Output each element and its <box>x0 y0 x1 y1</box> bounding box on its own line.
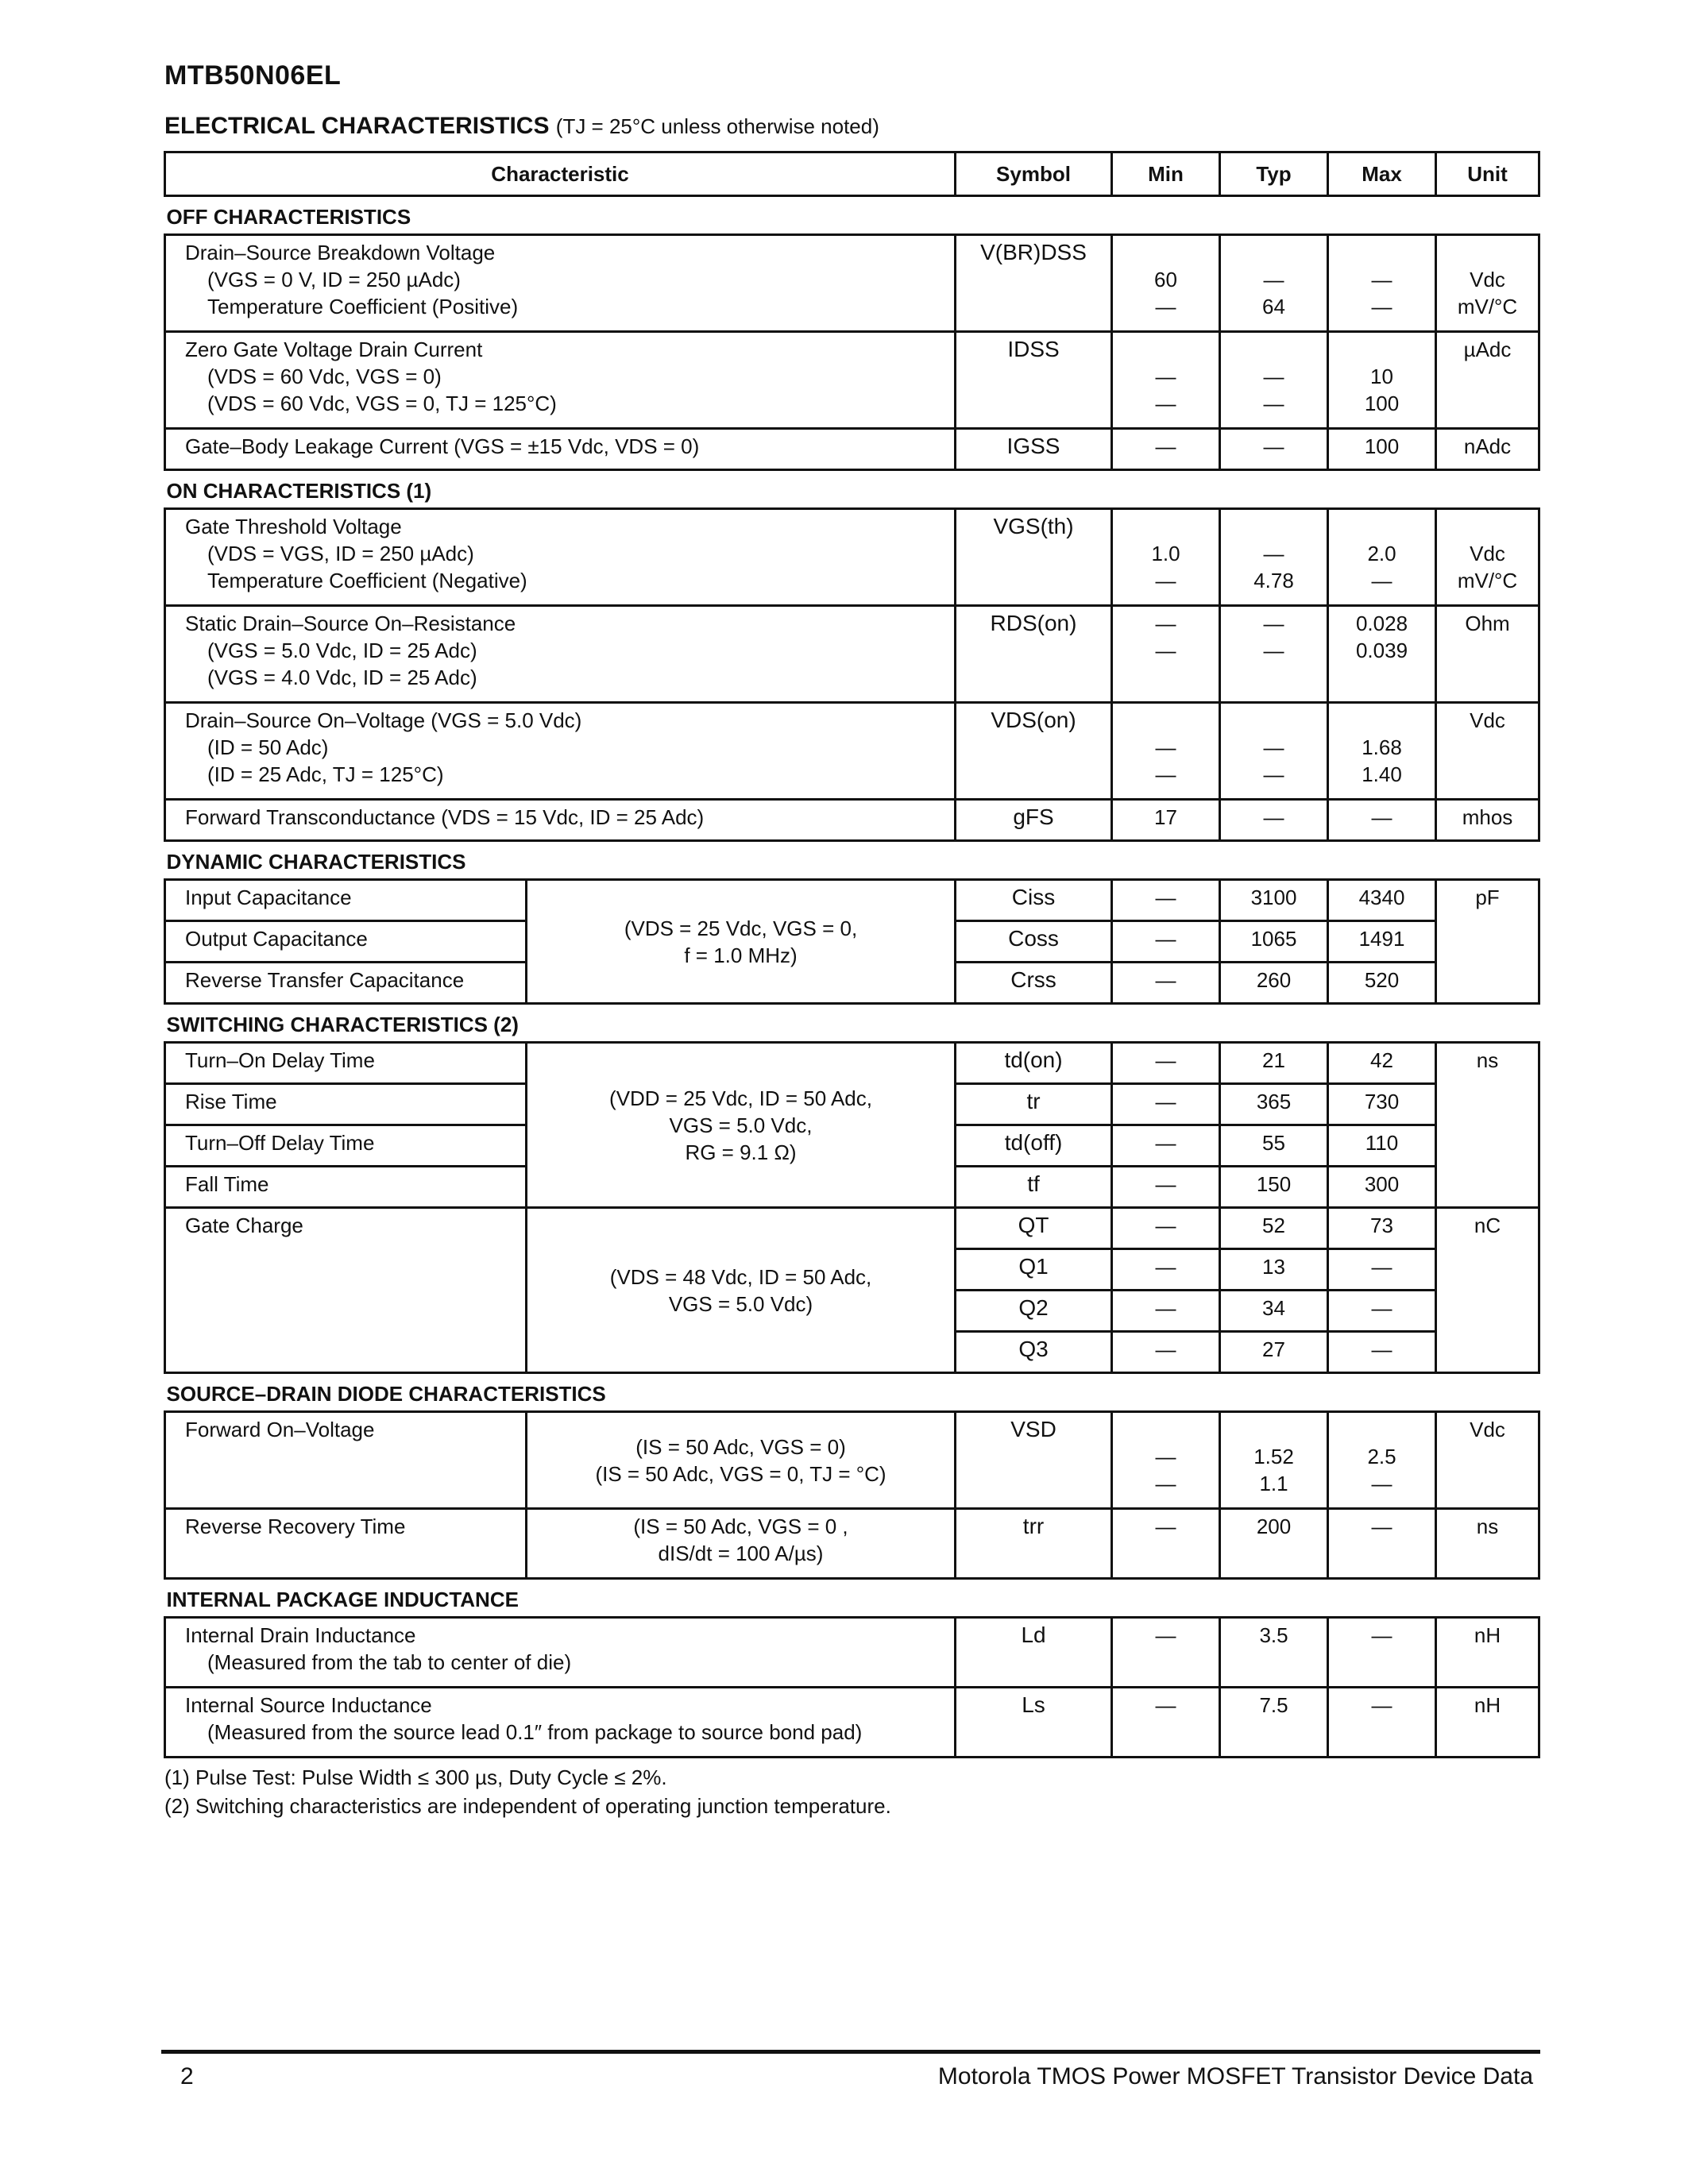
typ-value: 55 <box>1220 1125 1328 1167</box>
symbol: IDSS <box>956 332 1112 429</box>
max-value: 520 <box>1328 963 1436 1004</box>
char-name: Reverse Transfer Capacitance <box>165 963 527 1004</box>
typ-value: 3100 <box>1220 880 1328 921</box>
typ-value: — — <box>1220 606 1328 703</box>
symbol: VDS(on) <box>956 703 1112 800</box>
typ-value: — 4.78 <box>1220 509 1328 606</box>
unit-value: Ohm <box>1436 606 1539 703</box>
char-name: Forward Transconductance (VDS = 15 Vdc, ID = 25 Adc) <box>165 800 956 841</box>
typ-value: — — <box>1220 332 1328 429</box>
max-value: 4340 <box>1328 880 1436 921</box>
min-value: — — <box>1112 332 1220 429</box>
min-value: — — <box>1112 1412 1220 1509</box>
typ-value: 1065 <box>1220 921 1328 963</box>
symbol: VSD <box>956 1412 1112 1509</box>
unit-value: Vdc <box>1436 1412 1539 1509</box>
table-row <box>165 800 1539 841</box>
min-value: — <box>1112 1208 1220 1249</box>
part-number: MTB50N06EL <box>164 60 342 91</box>
typ-value: 13 <box>1220 1249 1328 1291</box>
max-value: 730 <box>1328 1084 1436 1125</box>
min-value: — <box>1112 880 1220 921</box>
char-name: Forward On–Voltage <box>165 1412 527 1509</box>
symbol: QT <box>956 1208 1112 1249</box>
max-value: — <box>1328 800 1436 841</box>
typ-value: 1.52 1.1 <box>1220 1412 1328 1509</box>
unit-value: nH <box>1436 1618 1539 1688</box>
section-inductance: INTERNAL PACKAGE INDUCTANCE <box>166 1588 519 1611</box>
typ-value: 365 <box>1220 1084 1328 1125</box>
unit-value: Vdc <box>1436 703 1539 800</box>
max-value: 42 <box>1328 1043 1436 1084</box>
min-value: — <box>1112 921 1220 963</box>
char-name: Static Drain–Source On–Resistance <box>185 612 516 635</box>
table-row <box>165 332 1539 429</box>
char-name: Zero Gate Voltage Drain Current <box>185 338 483 361</box>
section-dynamic: DYNAMIC CHARACTERISTICS <box>166 850 466 874</box>
char-condition: (VDS = 60 Vdc, VGS = 0) <box>207 365 442 388</box>
symbol: td(off) <box>956 1125 1112 1167</box>
unit-value: mhos <box>1436 800 1539 841</box>
symbol: td(on) <box>956 1043 1112 1084</box>
symbol: IGSS <box>956 429 1112 470</box>
min-value: — <box>1112 1167 1220 1208</box>
max-value: — <box>1328 1332 1436 1373</box>
min-value: — <box>1112 1332 1220 1373</box>
table-row <box>165 703 1539 800</box>
min-value: 1.0 — <box>1112 509 1220 606</box>
char-name: Input Capacitance <box>165 880 527 921</box>
typ-value: 21 <box>1220 1043 1328 1084</box>
footer-rule <box>161 2050 1540 2054</box>
min-value: — <box>1112 1618 1220 1688</box>
max-value: 1.68 1.40 <box>1328 703 1436 800</box>
char-name: Rise Time <box>165 1084 527 1125</box>
max-value: — <box>1328 1509 1436 1579</box>
table-row <box>165 1509 1539 1579</box>
table-row <box>165 1043 1539 1084</box>
max-value: — <box>1328 1688 1436 1758</box>
col-symbol: Symbol <box>956 152 1112 196</box>
typ-value: — <box>1220 800 1328 841</box>
table-row <box>165 429 1539 470</box>
section-heading <box>164 113 879 140</box>
char-condition: (VGS = 5.0 Vdc, ID = 25 Adc) <box>207 639 477 662</box>
char-name: Turn–Off Delay Time <box>165 1125 527 1167</box>
symbol: Ld <box>956 1618 1112 1688</box>
char-name: Reverse Recovery Time <box>165 1509 527 1579</box>
footnote-1: (1) Pulse Test: Pulse Width ≤ 300 µs, Duty Cycle ≤ 2%. <box>164 1765 667 1789</box>
typ-value: — <box>1220 429 1328 470</box>
min-value: — <box>1112 1688 1220 1758</box>
symbol: V(BR)DSS <box>956 235 1112 332</box>
header-row <box>165 152 1539 196</box>
char-sub: Temperature Coefficient (Positive) <box>207 295 519 318</box>
unit-value: Vdc mV/°C <box>1436 235 1539 332</box>
symbol: RDS(on) <box>956 606 1112 703</box>
char-name: Drain–Source Breakdown Voltage <box>185 241 496 264</box>
max-value: 1491 <box>1328 921 1436 963</box>
col-max: Max <box>1328 152 1436 196</box>
char-name: Internal Drain Inductance <box>185 1623 416 1647</box>
table-row <box>165 880 1539 921</box>
symbol: Q1 <box>956 1249 1112 1291</box>
min-value: 60 — <box>1112 235 1220 332</box>
min-value: — <box>1112 1084 1220 1125</box>
section-switching: SWITCHING CHARACTERISTICS (2) <box>166 1013 519 1036</box>
char-name: Gate–Body Leakage Current (VGS = ±15 Vdc, VDS = 0) <box>165 429 956 470</box>
table-row <box>165 1618 1539 1688</box>
typ-value: 3.5 <box>1220 1618 1328 1688</box>
char-sub: (Measured from the source lead 0.1″ from package to source bond pad) <box>207 1720 863 1744</box>
typ-value: 34 <box>1220 1291 1328 1332</box>
symbol: Ls <box>956 1688 1112 1758</box>
min-value: — — <box>1112 703 1220 800</box>
unit-value: µAdc <box>1436 332 1539 429</box>
unit-value: Vdc mV/°C <box>1436 509 1539 606</box>
min-value: — <box>1112 1509 1220 1579</box>
test-conditions: (VDS = 48 Vdc, ID = 50 Adc, VGS = 5.0 Vdc) <box>527 1208 956 1373</box>
symbol: VGS(th) <box>956 509 1112 606</box>
min-value: — <box>1112 1125 1220 1167</box>
symbol: gFS <box>956 800 1112 841</box>
typ-value: 27 <box>1220 1332 1328 1373</box>
max-value: 73 <box>1328 1208 1436 1249</box>
section-diode: SOURCE–DRAIN DIODE CHARACTERISTICS <box>166 1382 606 1406</box>
min-value: 17 <box>1112 800 1220 841</box>
col-characteristic: Characteristic <box>165 152 956 196</box>
section-on: ON CHARACTERISTICS (1) <box>166 479 432 503</box>
unit-value: ns <box>1436 1509 1539 1579</box>
typ-value: 7.5 <box>1220 1688 1328 1758</box>
min-value: — <box>1112 1249 1220 1291</box>
char-condition: (ID = 50 Adc) <box>207 735 329 759</box>
typ-value: 150 <box>1220 1167 1328 1208</box>
min-value: — <box>1112 429 1220 470</box>
symbol: tf <box>956 1167 1112 1208</box>
symbol: Crss <box>956 963 1112 1004</box>
char-condition: (VDS = VGS, ID = 250 µAdc) <box>207 542 474 565</box>
min-value: — <box>1112 1043 1220 1084</box>
col-min: Min <box>1112 152 1220 196</box>
page-number: 2 <box>180 2063 194 2089</box>
char-sub: Temperature Coefficient (Negative) <box>207 569 527 592</box>
typ-value: — 64 <box>1220 235 1328 332</box>
unit-value: nH <box>1436 1688 1539 1758</box>
min-value: — — <box>1112 606 1220 703</box>
col-typ: Typ <box>1220 152 1328 196</box>
char-condition: (VGS = 4.0 Vdc, ID = 25 Adc) <box>207 666 477 689</box>
char-name: Fall Time <box>165 1167 527 1208</box>
footnote-2: (2) Switching characteristics are independent of operating junction temperature. <box>164 1794 891 1818</box>
table-row <box>165 1412 1539 1509</box>
max-value: — <box>1328 1291 1436 1332</box>
symbol: trr <box>956 1509 1112 1579</box>
char-name: Output Capacitance <box>165 921 527 963</box>
char-sub: (Measured from the tab to center of die) <box>207 1650 572 1674</box>
test-conditions: (VDD = 25 Vdc, ID = 50 Adc, VGS = 5.0 Vdc, RG = 9.1 Ω) <box>527 1043 956 1208</box>
char-name: Drain–Source On–Voltage (VGS = 5.0 Vdc) <box>185 708 582 732</box>
col-unit: Unit <box>1436 152 1539 196</box>
char-name: Internal Source Inductance <box>185 1693 432 1717</box>
char-condition: (VDS = 60 Vdc, VGS = 0, TJ = 125°C) <box>207 392 557 415</box>
unit-value: nAdc <box>1436 429 1539 470</box>
max-value: 10 100 <box>1328 332 1436 429</box>
symbol: Ciss <box>956 880 1112 921</box>
char-name: Gate Charge <box>165 1208 527 1373</box>
unit-value: nC <box>1436 1208 1539 1373</box>
typ-value: 260 <box>1220 963 1328 1004</box>
test-conditions: (IS = 50 Adc, VGS = 0) (IS = 50 Adc, VGS = 0, TJ = °C) <box>527 1412 956 1509</box>
section-off: OFF CHARACTERISTICS <box>166 205 411 229</box>
test-conditions: (VDS = 25 Vdc, VGS = 0, f = 1.0 MHz) <box>527 880 956 1004</box>
typ-value: 52 <box>1220 1208 1328 1249</box>
symbol: Q3 <box>956 1332 1112 1373</box>
table-row <box>165 1208 1539 1249</box>
symbol: Coss <box>956 921 1112 963</box>
table-row <box>165 509 1539 606</box>
max-value: 2.5 — <box>1328 1412 1436 1509</box>
max-value: 110 <box>1328 1125 1436 1167</box>
table-row <box>165 606 1539 703</box>
symbol: Q2 <box>956 1291 1112 1332</box>
heading-title: ELECTRICAL CHARACTERISTICS <box>164 113 550 139</box>
max-value: — <box>1328 1618 1436 1688</box>
char-condition: (ID = 25 Adc, TJ = 125°C) <box>207 762 444 786</box>
symbol: tr <box>956 1084 1112 1125</box>
heading-note: (TJ = 25°C unless otherwise noted) <box>555 114 879 138</box>
min-value: — <box>1112 963 1220 1004</box>
min-value: — <box>1112 1291 1220 1332</box>
max-value: 0.028 0.039 <box>1328 606 1436 703</box>
footnotes <box>164 1763 891 1820</box>
table-row <box>165 1688 1539 1758</box>
char-name: Gate Threshold Voltage <box>185 515 402 538</box>
max-value: 2.0 — <box>1328 509 1436 606</box>
footer-text: Motorola TMOS Power MOSFET Transistor Device Data <box>937 2063 1533 2089</box>
test-conditions: (IS = 50 Adc, VGS = 0 , dIS/dt = 100 A/µs) <box>527 1509 956 1579</box>
max-value: — — <box>1328 235 1436 332</box>
typ-value: 200 <box>1220 1509 1328 1579</box>
typ-value: — — <box>1220 703 1328 800</box>
char-condition: (VGS = 0 V, ID = 250 µAdc) <box>207 268 461 291</box>
table-row <box>165 235 1539 332</box>
max-value: 100 <box>1328 429 1436 470</box>
max-value: 300 <box>1328 1167 1436 1208</box>
max-value: — <box>1328 1249 1436 1291</box>
char-name: Turn–On Delay Time <box>165 1043 527 1084</box>
unit-value: pF <box>1436 880 1539 1004</box>
unit-value: ns <box>1436 1043 1539 1208</box>
electrical-characteristics-table <box>164 151 1540 1758</box>
